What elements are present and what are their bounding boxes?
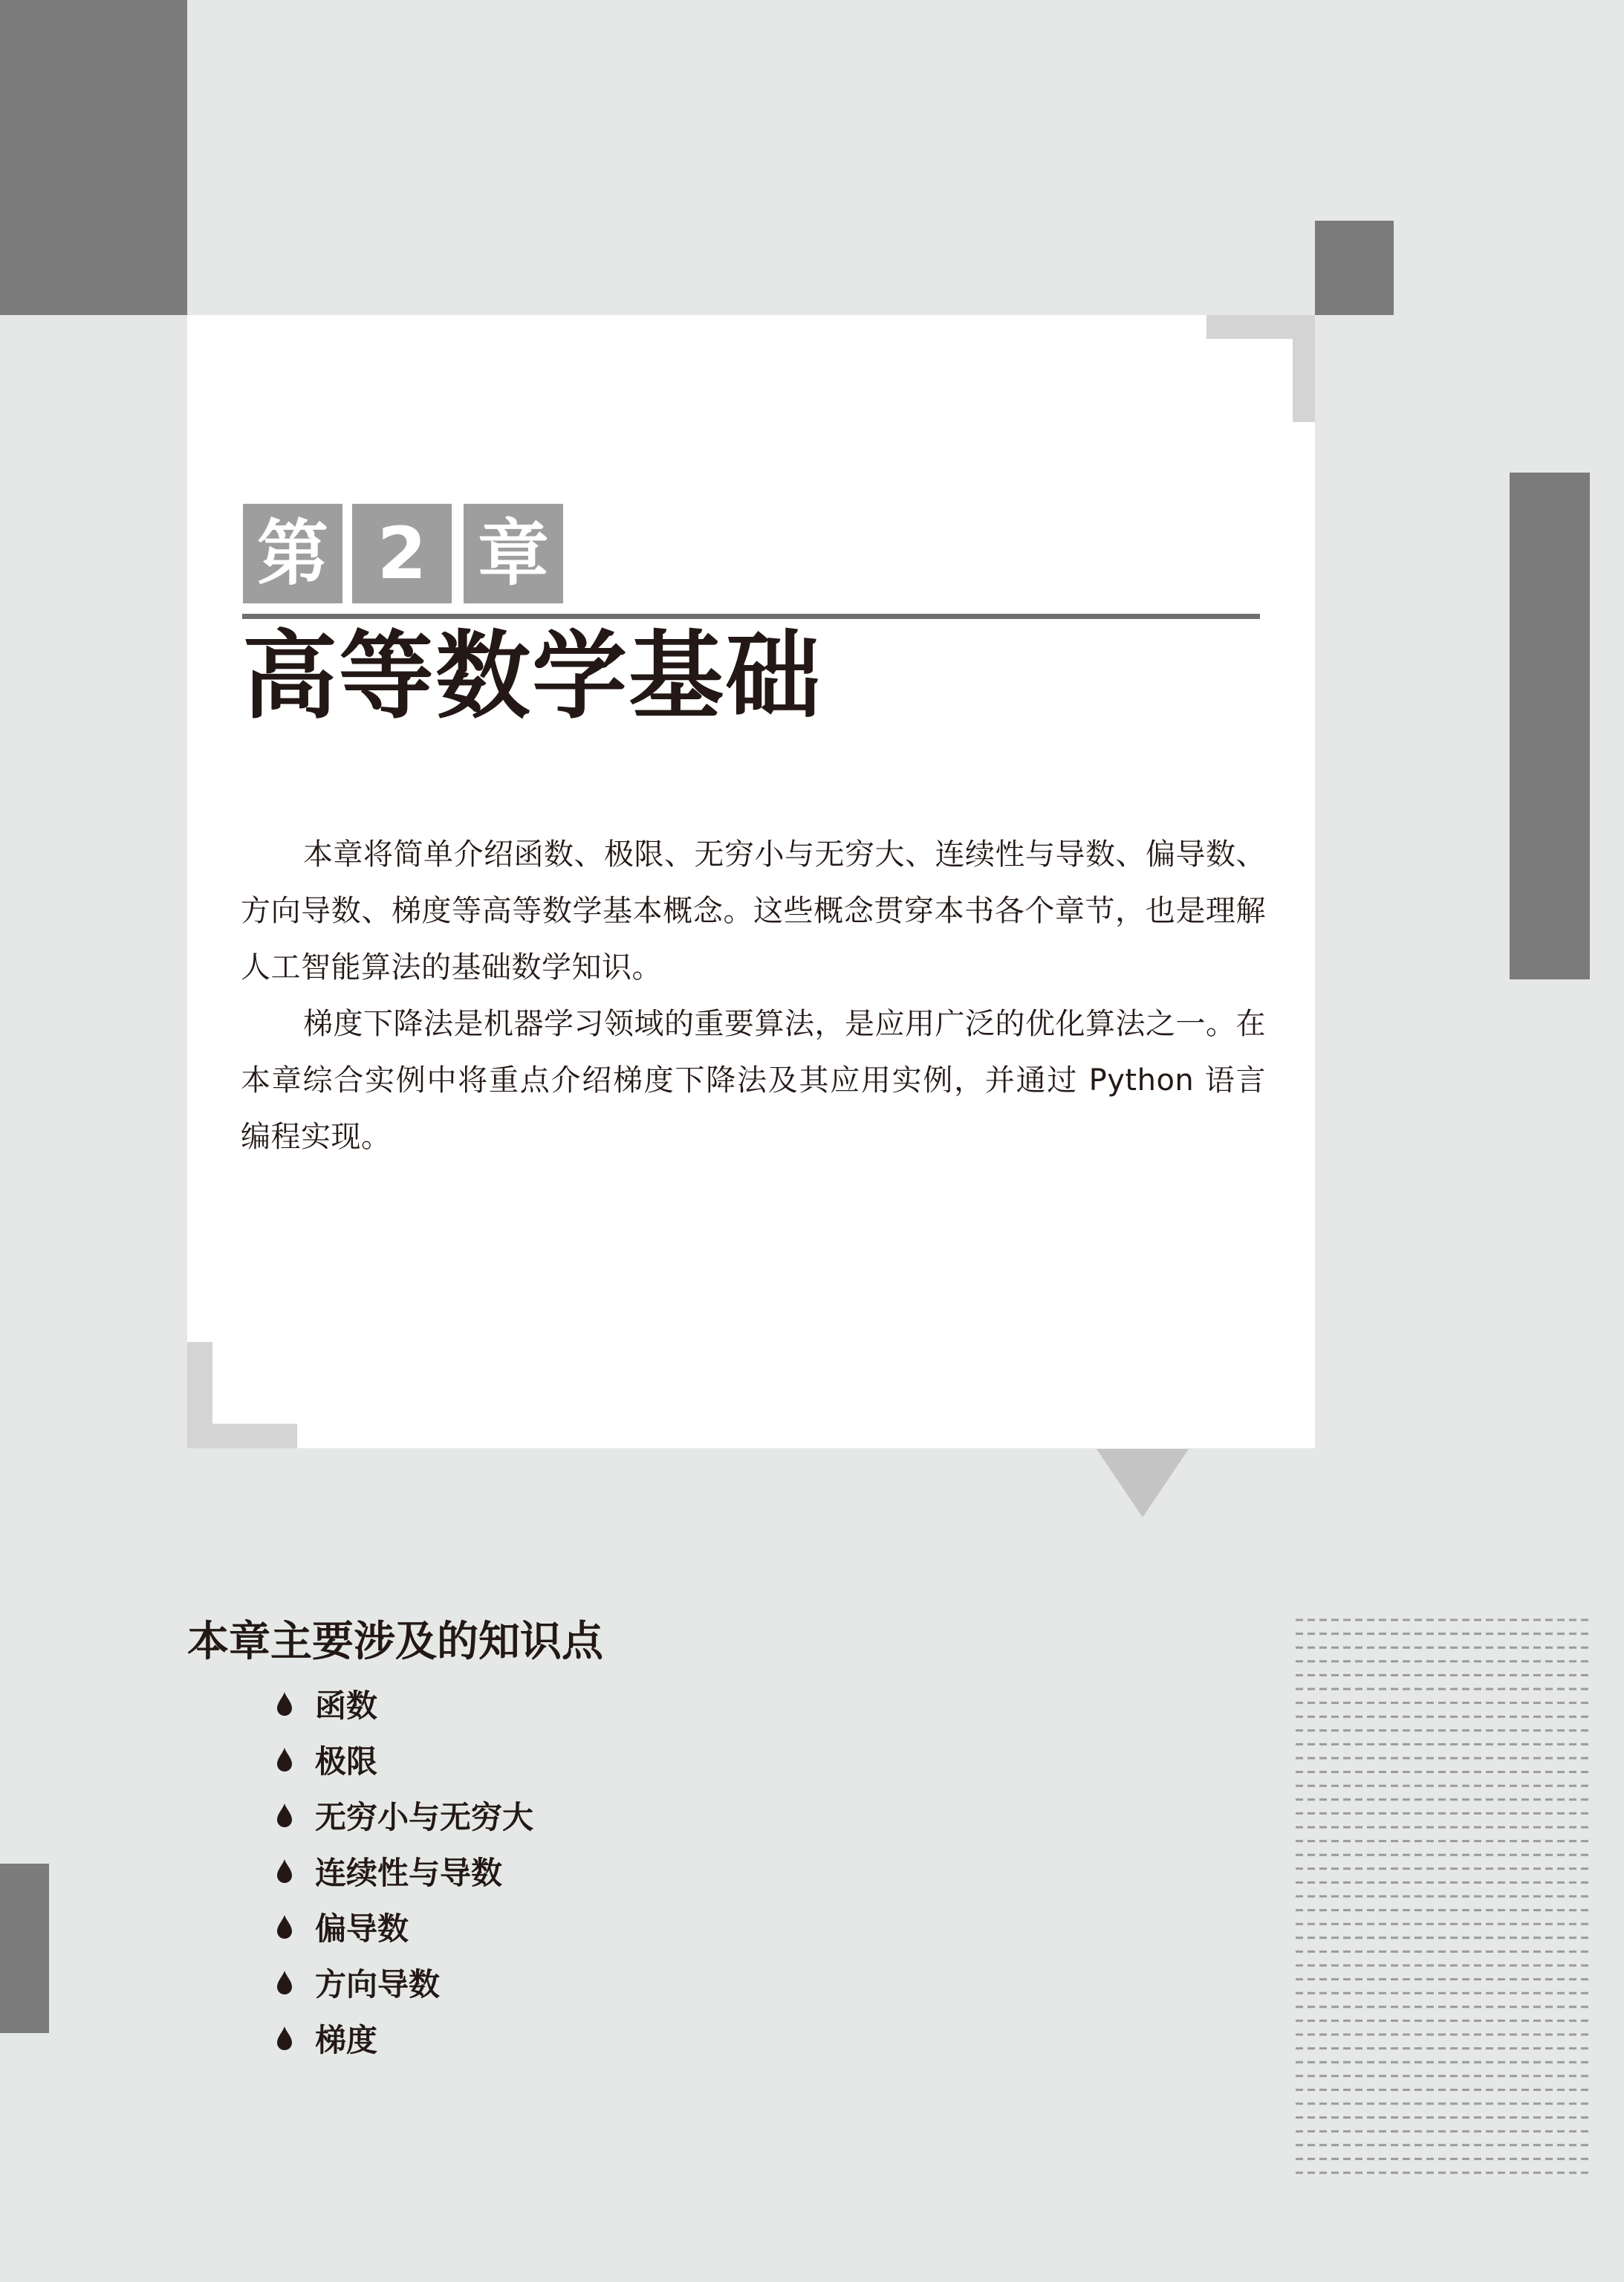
drop-bullet-icon [276,2026,293,2051]
chapter-title: 高等数学基础 [242,620,822,732]
knowledge-points-list [276,1676,533,2066]
chapter-badge-zhang: 章 [464,504,563,603]
knowledge-point-label: 梯度 [315,2021,378,2058]
knowledge-point-label: 函数 [315,1687,378,1724]
top-right-corner-bracket-v [1293,315,1315,422]
bottom-left-corner-bracket-h [187,1424,297,1448]
knowledge-point-label: 偏导数 [315,1910,409,1947]
knowledge-point-label: 连续性与导数 [315,1854,503,1891]
dashed-line-pattern [1296,1618,1590,2176]
top-left-gray-block [0,0,187,315]
knowledge-point-label: 无穷小与无穷大 [315,1798,534,1835]
chapter-badge-di: 第 [243,504,342,603]
drop-bullet-icon [276,1914,293,1939]
list-item [276,1843,533,1899]
drop-bullet-icon [276,1858,293,1884]
intro-paragraph-1: 本章将简单介绍函数、极限、无穷小与无穷大、连续性与导数、偏导数、方向导数、梯度等高等数学基本概念。这些概念贯穿本书各个章节，也是理解人工智能算法的基础数学知识。 [241,837,1266,985]
list-item [276,1676,533,1731]
list-item [276,1899,533,1954]
drop-bullet-icon [276,1747,293,1772]
right-edge-gray-tab [1510,473,1590,979]
knowledge-point-label: 极限 [315,1743,378,1780]
list-item [276,1954,533,2010]
chapter-badge-number: 2 [352,504,452,603]
list-item [276,2010,533,2066]
knowledge-point-label: 方向导数 [315,1965,441,2003]
chapter-title-rule [242,614,1260,619]
intro-paragraph-2: 梯度下降法是机器学习领域的重要算法，是应用广泛的优化算法之一。在本章综合实例中将重点介绍梯度下降法及其应用实例，并通过 Python 语言编程实现。 [241,1007,1266,1154]
drop-bullet-icon [276,1970,293,1995]
list-item [276,1787,533,1843]
left-edge-gray-tab [0,1864,49,2033]
drop-bullet-icon [276,1803,293,1828]
chapter-intro [241,826,1266,1165]
down-triangle-icon [1097,1449,1189,1517]
knowledge-points-heading: 本章主要涉及的知识点 [187,1618,603,1666]
list-item [276,1731,533,1787]
drop-bullet-icon [276,1691,293,1717]
top-right-gray-block [1315,221,1394,315]
